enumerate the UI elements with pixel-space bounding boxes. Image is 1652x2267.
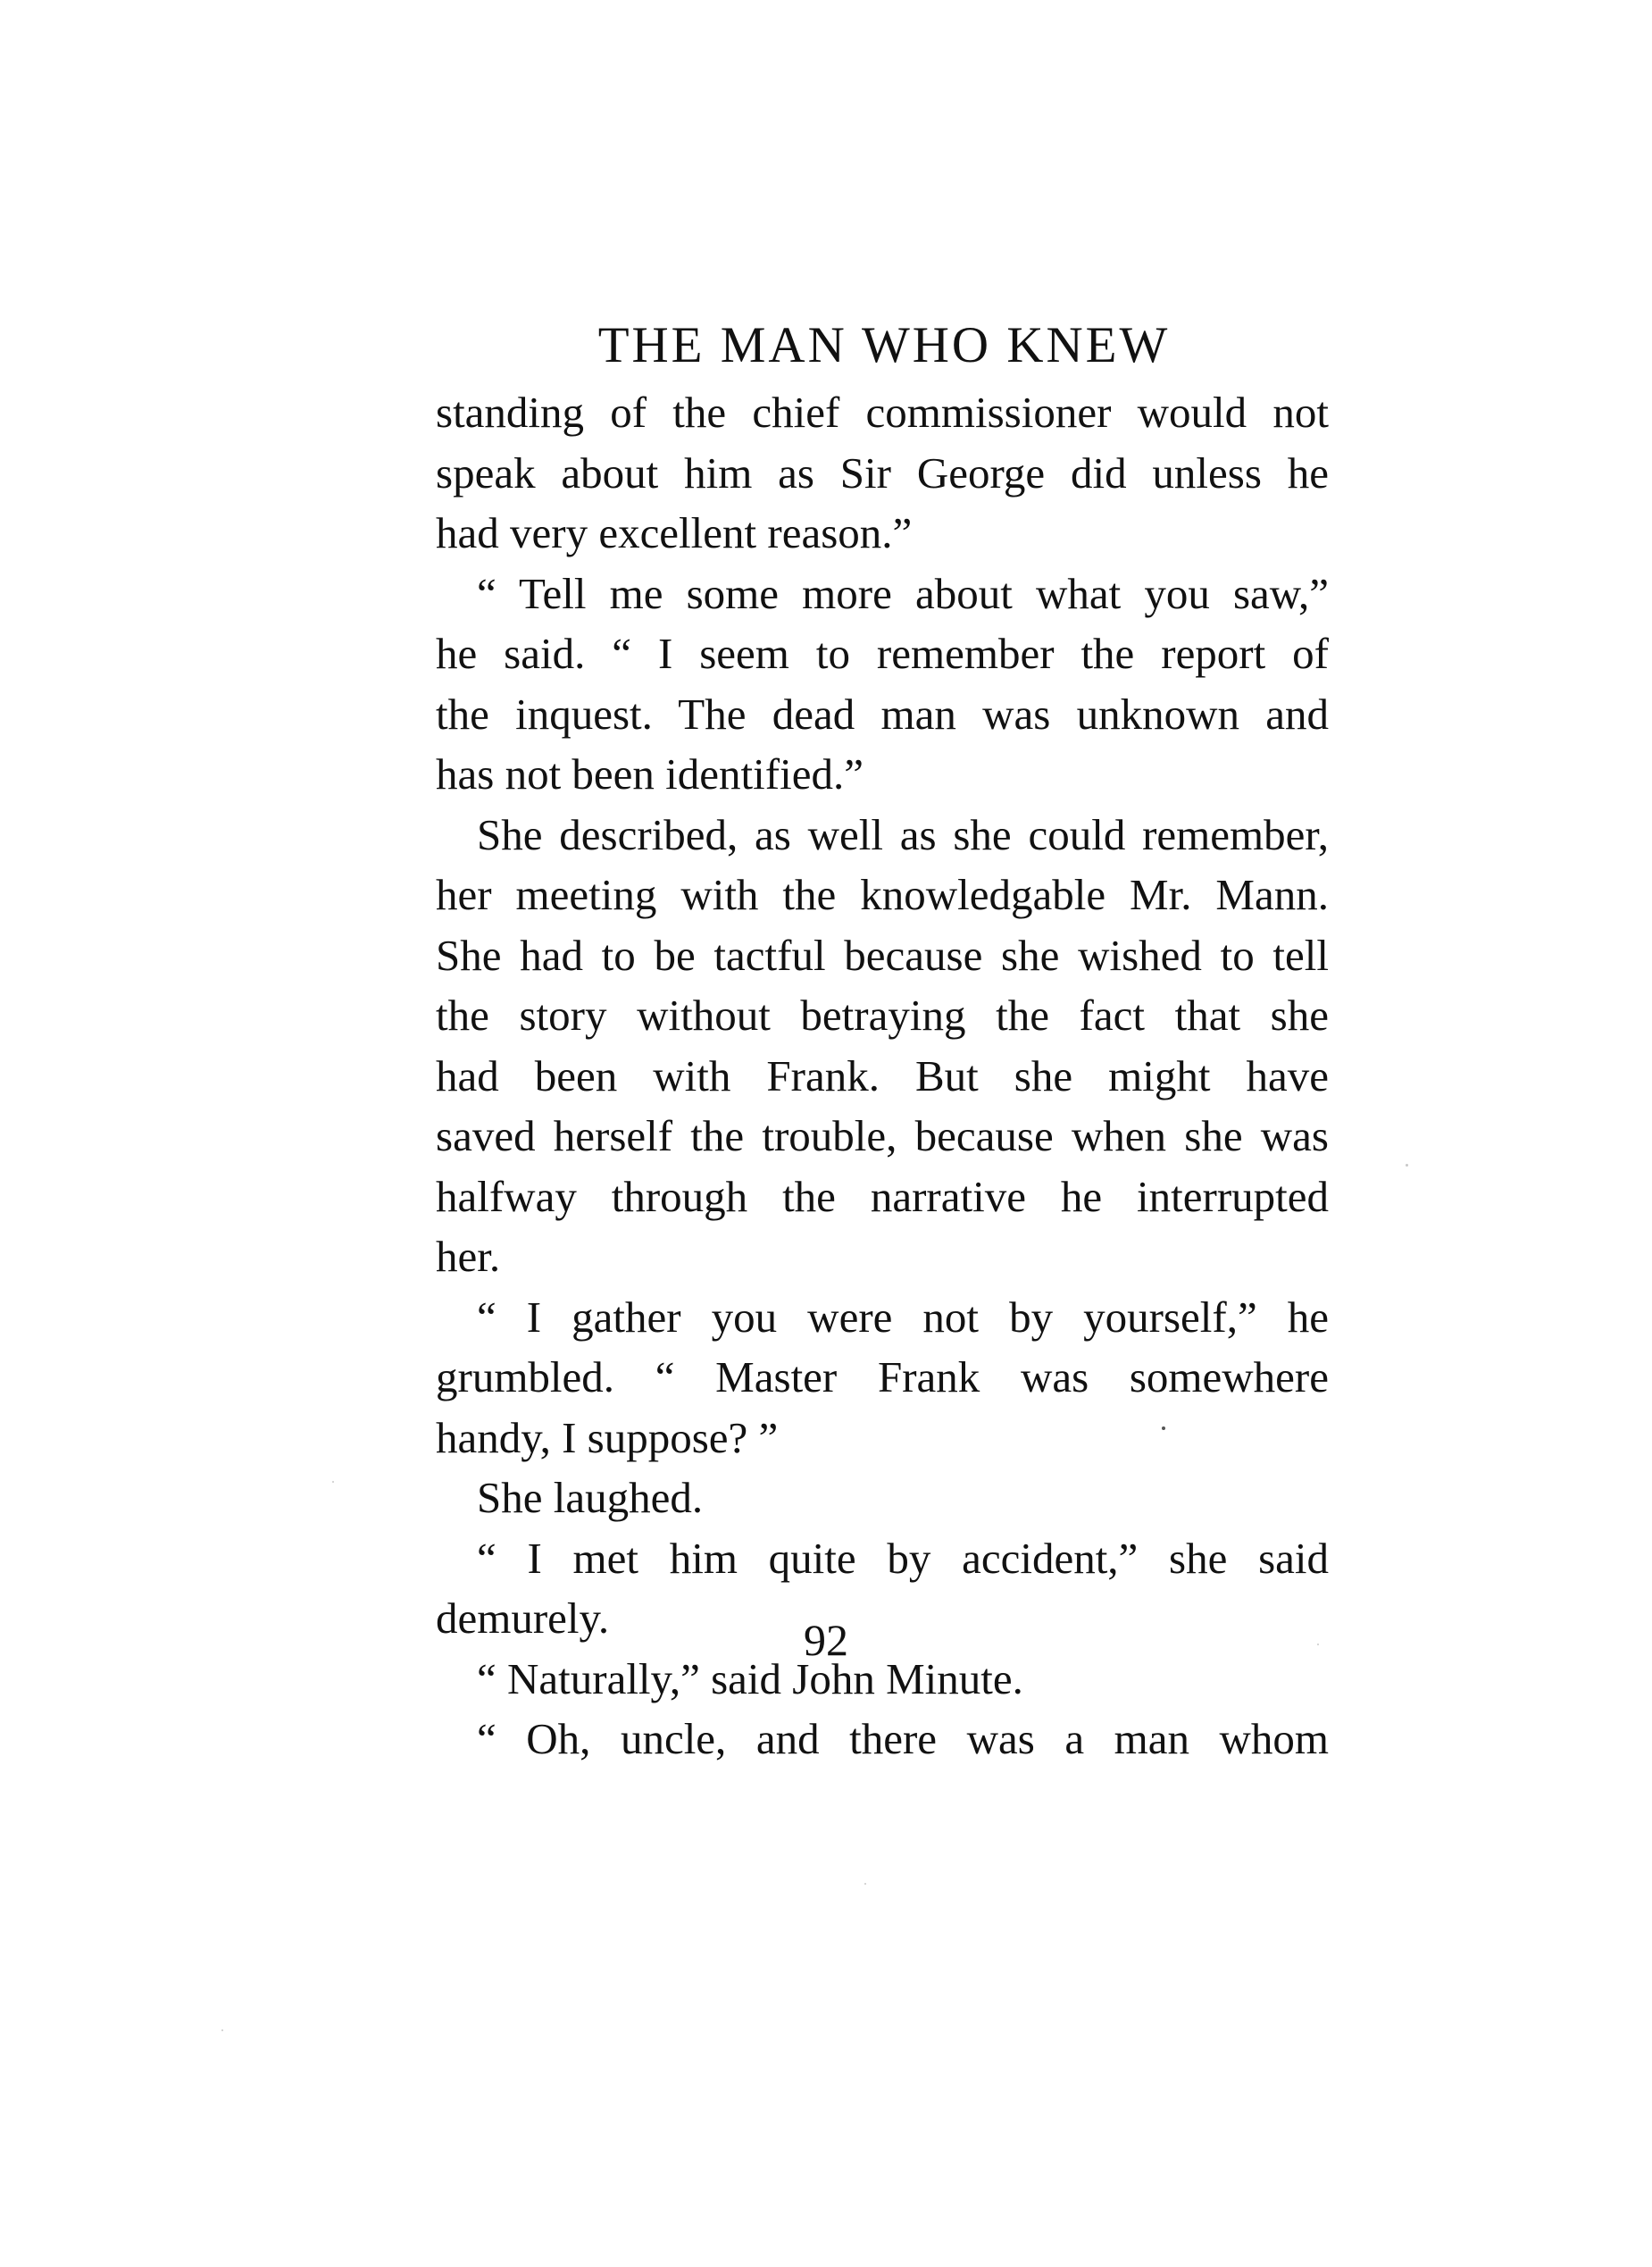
- text-line: She had to be tactful because she wished to tell: [436, 930, 1329, 980]
- text-line: “ I met him quite by accident,” she said: [477, 1533, 1329, 1583]
- text-line: speak about him as Sir George did unless he: [436, 448, 1329, 498]
- text-line: “ Naturally,” said John Minute.: [477, 1653, 1023, 1703]
- text-line: standing of the chief commissioner would not: [436, 388, 1329, 437]
- scan-speck: [332, 1481, 334, 1483]
- text-line: She described, as well as she could remember,: [477, 809, 1329, 859]
- page-number: 92: [804, 1615, 848, 1665]
- scan-speck: [1317, 1644, 1319, 1645]
- text-line: her meeting with the knowledgable Mr. Mann.: [436, 870, 1329, 919]
- text-line: her.: [436, 1232, 501, 1281]
- text-line: has not been identified.”: [436, 749, 864, 799]
- text-line: he said. “ I seem to remember the report of: [436, 629, 1329, 678]
- text-line: “ I gather you were not by yourself,” he: [477, 1292, 1329, 1342]
- text-line: had been with Frank. But she might have: [436, 1050, 1329, 1100]
- text-line: demurely.: [436, 1594, 610, 1643]
- text-line: She laughed.: [477, 1473, 704, 1522]
- scan-speck: [221, 2029, 223, 2031]
- scan-speck: [1406, 1164, 1408, 1167]
- text-line: “ Oh, uncle, and there was a man whom: [477, 1714, 1329, 1763]
- text-line: halfway through the narrative he interrupted: [436, 1171, 1329, 1221]
- scan-speck: [864, 1883, 866, 1885]
- running-head: THE MAN WHO KNEW: [597, 317, 1171, 373]
- text-line: “ Tell me some more about what you saw,”: [477, 568, 1329, 618]
- text-line: saved herself the trouble, because when she was: [436, 1111, 1329, 1160]
- text-line: grumbled. “ Master Frank was somewhere: [436, 1352, 1329, 1401]
- text-line: the inquest. The dead man was unknown and: [436, 689, 1329, 739]
- body-text: [436, 382, 1329, 1769]
- text-line: the story without betraying the fact that she: [436, 991, 1329, 1040]
- text-line: had very excellent reason.”: [436, 508, 913, 557]
- scan-speck: [1162, 1426, 1165, 1430]
- text-line: handy, I suppose? ”: [436, 1412, 779, 1462]
